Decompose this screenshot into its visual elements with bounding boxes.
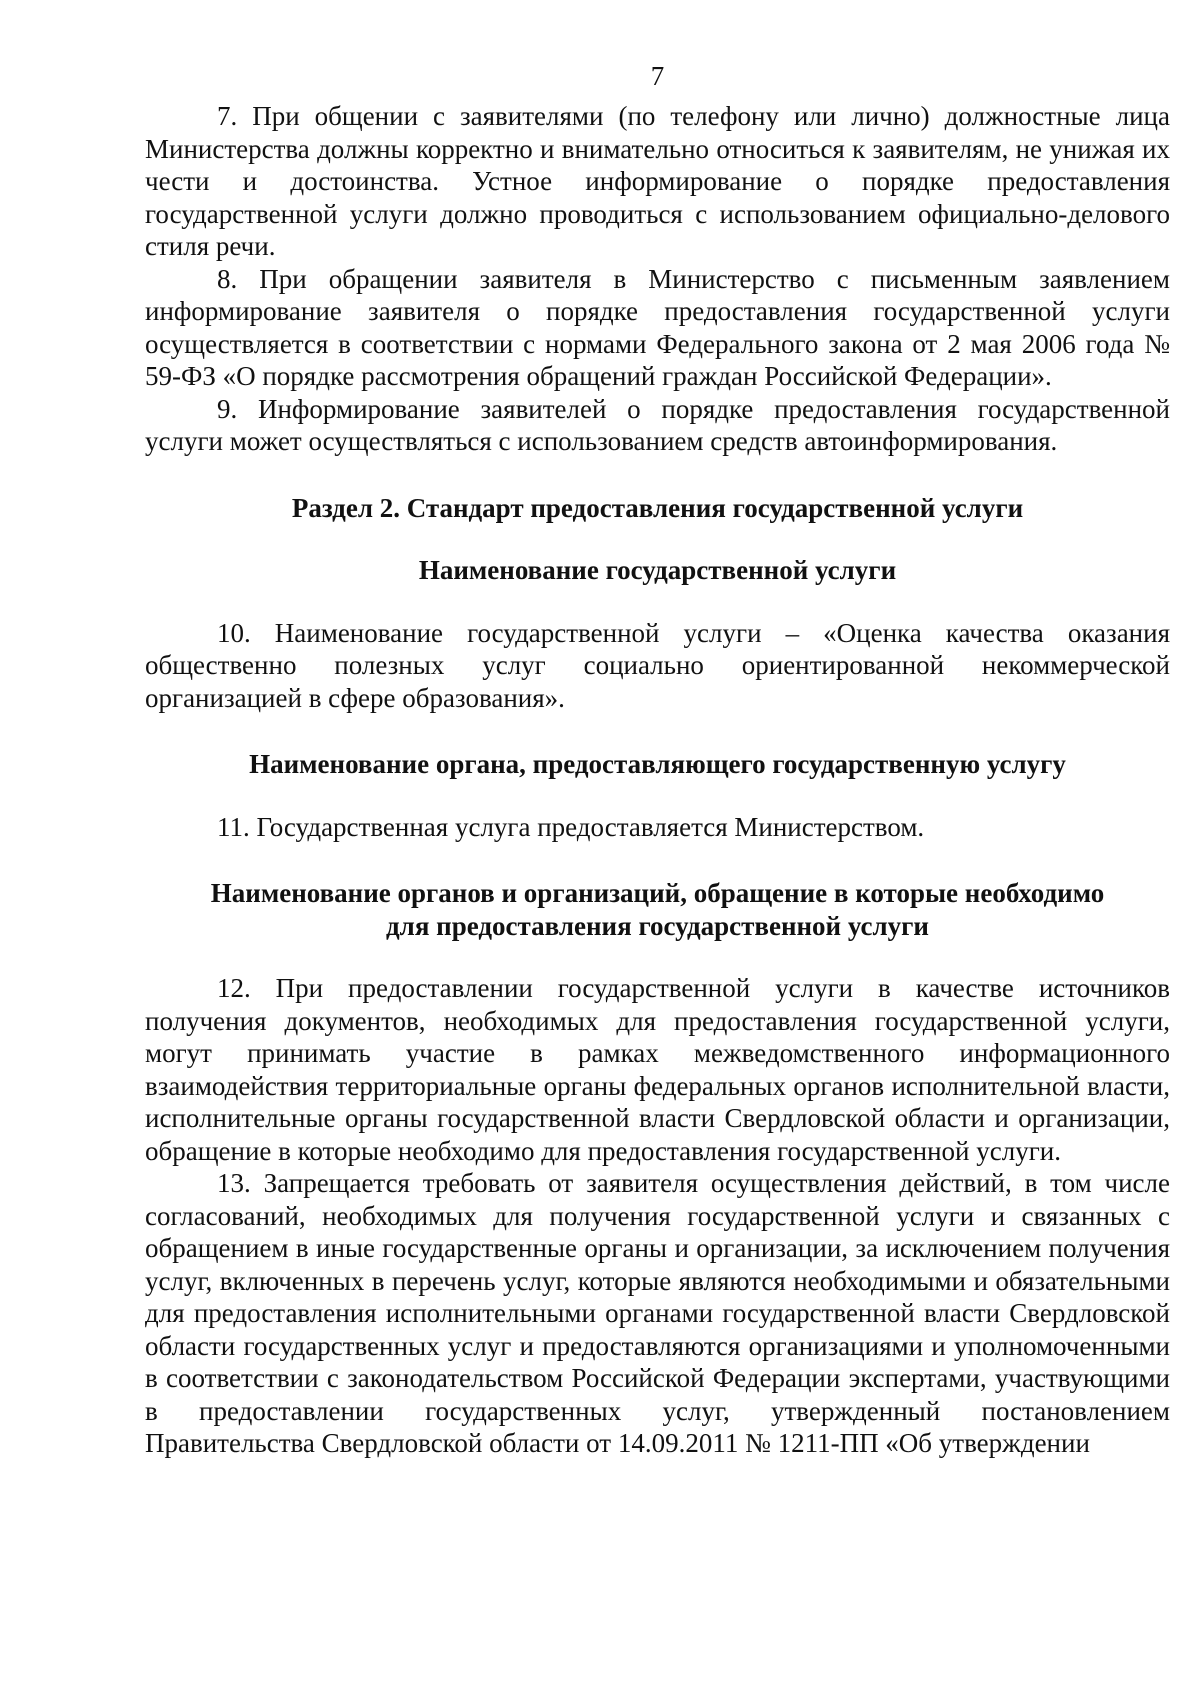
authority-heading: Наименование органа, предоставляющего государственную услугу [249,749,1066,779]
document-page [145,60,1170,1460]
page-number: 7 [650,61,665,91]
paragraph-7: 7. При общении с заявителями (по телефону или лично) должностные лица Министерства должны корректно и внимательно относиться к заявителям, не унижая их чести и достоинства. Устное информирование о порядке предоставления государственной услуги должно проводиться с использованием официально-делового стиля речи. [145,101,1170,261]
organizations-heading-line-1: Наименование органов и организаций, обращение в которые необходимо [210,878,1105,908]
paragraph-11: 11. Государственная услуга предоставляется Министерством. [217,811,925,842]
paragraph-12: 12. При предоставлении государственной услуги в качестве источников получения документов, необходимых для предоставления государственной услуги, могут принимать участие в рамках межведомственного информационного взаимодействия территориальные органы федеральных органов исполнительной власти, исполнительные органы государственной власти Свердловской области и организации, обращение в которые необходимо для предоставления государственной услуги. [145,973,1170,1166]
paragraph-10: 10. Наименование государственной услуги – «Оценка качества оказания общественно полезных услуг социально ориентированной некоммерческой организацией в сфере образования». [145,617,1170,713]
section-2-heading: Раздел 2. Стандарт предоставления государственной услуги [291,492,1024,523]
paragraph-8: 8. При обращении заявителя в Министерство с письменным заявлением информирование заявителя о порядке предоставления государственной услуги осуществляется в соответствии с нормами Федерального закона от 2 мая 2006 года № 59-ФЗ «О порядке рассмотрения обращений граждан Российской Федерации». [145,263,1170,391]
service-name-heading: Наименование государственной услуги [418,555,897,585]
organizations-heading [145,877,1170,942]
paragraph-13: 13. Запрещается требовать от заявителя осуществления действий, в том числе согласований, необходимых для получения государственной услуги и связанных с обращением в иные государственные органы и организации, за исключением получения услуг, включенных в перечень услуг, которые являются необходимыми и обязательными для предоставления исполнительными органами государственной власти Свердловской области государственных услуг и предоставляются организациями и уполномоченными в соответствии с законодательством Российской Федерации экспертами, участвующими в предоставлении государственных услуг, утвержденный постановлением Правительства Свердловской области от 14.09.2011 № 1211-ПП «Об утверждении [145,1168,1170,1458]
organizations-heading-line-2: для предоставления государственной услуги [386,910,929,941]
paragraph-9: 9. Информирование заявителей о порядке предоставления государственной услуги может осуществляться с использованием средств автоинформирования. [145,393,1170,456]
